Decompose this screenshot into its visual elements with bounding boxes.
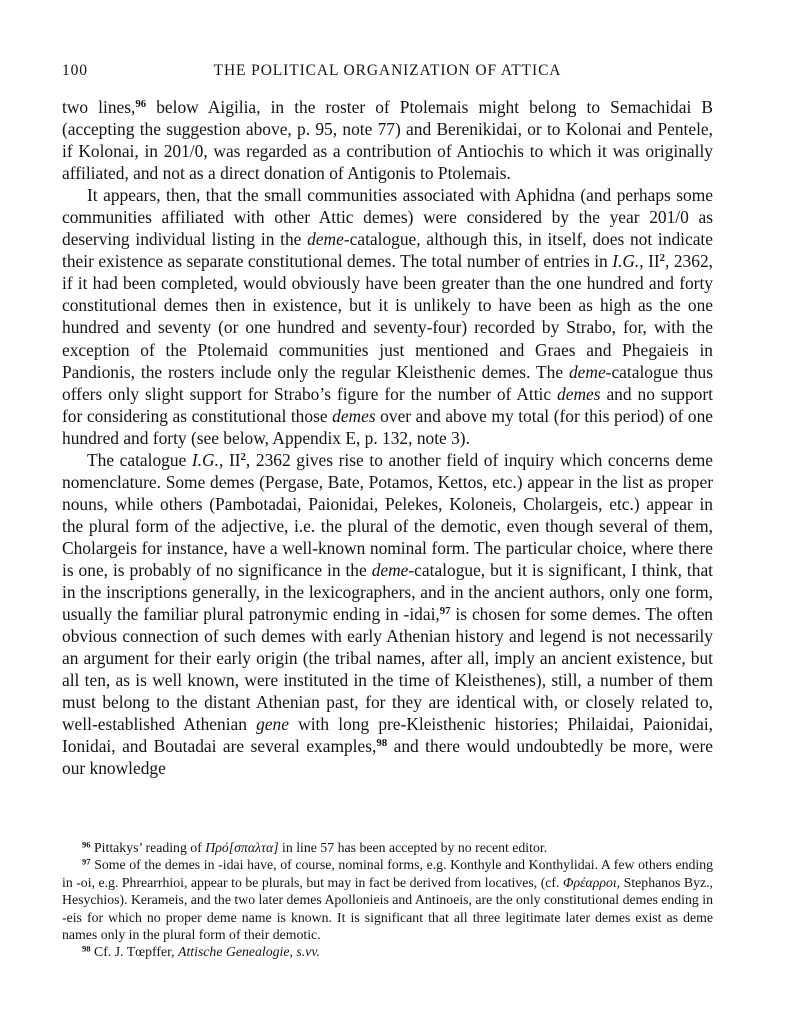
text-run: -catalogue, although this, in itself, does not indicate their existence as separate constitutional demes. The total number of entries in: [62, 229, 713, 272]
footnote-ref-96[interactable]: 96: [135, 98, 147, 111]
italic-term: deme: [568, 361, 606, 382]
text-run: over and above my total (for this period) of one hundred and forty (see below, Appendix E, p. 132, note 3).: [62, 405, 713, 448]
footnote-97: [62, 856, 713, 943]
italic-term: demes: [557, 383, 601, 404]
footnote-text: Some of the demes in -idai have, of course, nominal forms, e.g. Konthyle and Konthylidai. A few others ending in -oi, e.g. Phrearrhioi, appear to be plurals, but may in fact be derived from locatives, (cf.: [62, 857, 713, 890]
text-run: , 2362, if it had been completed, would obviously have been greater than the one hundred and forty constitutional demes then in existence, but it is unlikely to have been as high as the one hundred and seventy (or one hundred and seventy-four) recorded by Strabo, for, with the exception of the Ptolemaid communities just mentioned and Graes and Phegaieis in Pandionis, the rosters include only the regular Kleisthenic demes. The: [62, 251, 713, 382]
paragraph-3: [62, 449, 713, 780]
footnote-text: Cf. J. Tœpffer,: [90, 944, 179, 960]
text-run: is chosen for some demes. The often obvious connection of such demes with early Athenian history and legend is not necessarily an argument for their early origin (the tribal names, after all, imply an ancient existence, but all ten, as is well known, were instituted in the time of Kleisthenes), still, a number of them must belong to the distant Athenian past, for they are identical with, or closely related to, well-established Athenian: [62, 604, 714, 735]
paragraph-2: [62, 184, 713, 449]
italic-term: deme: [307, 229, 344, 250]
superscript: 2: [240, 450, 246, 463]
text-run: The catalogue: [87, 449, 192, 470]
page-header: [62, 62, 713, 82]
footnote-98: [62, 943, 713, 960]
text-run: two lines,: [62, 97, 136, 117]
text-run: It appears, then, that the small communities associated with Aphidna (and perhaps some communities affiliated with other Attic demes) were considered by the year 201/0 as deserving individual listing in the: [62, 185, 713, 250]
greek-term: Φρέαρροι: [562, 874, 617, 890]
text-run: -catalogue, but it is significant, I think, that in the inscriptions generally, in the lexicographers, and in the ancient authors, only one form, usually the familiar plural patronymic ending in -idai,: [62, 559, 713, 625]
text-run: , II: [218, 449, 241, 470]
footnote-96: [62, 839, 713, 856]
footnote-text: in line 57 has been accepted by no recent editor.: [278, 840, 548, 855]
footnote-number: 97: [82, 856, 91, 867]
text-run: -catalogue thus offers only slight support for Strabo’s figure for the number of Attic: [62, 361, 713, 404]
text-run: , II: [639, 251, 660, 272]
running-title: THE POLITICAL ORGANIZATION OF ATTICA: [213, 62, 562, 79]
citation-ig: I.G.: [612, 251, 640, 272]
italic-term: deme: [371, 559, 409, 580]
text-run: with long pre-Kleisthenic histories; Philaidai, Paionidai, Ionidai, and Boutadai are several examples,: [62, 714, 713, 757]
paragraph-1: [62, 96, 713, 184]
italic-term: gene: [256, 714, 289, 735]
footnote-text: Pittakys’ reading of: [90, 840, 206, 855]
footnote-number: 98: [82, 943, 91, 954]
body-text: [62, 96, 713, 779]
footnotes: [62, 839, 713, 961]
book-title: Attische Genealogie, s.vv.: [178, 944, 320, 960]
page-number: 100: [62, 62, 88, 79]
text-run: , 2362 gives rise to another field of inquiry which concerns deme nomenclature. Some demes (Pergase, Bate, Potamos, Kettos, etc.) appear in the list as proper nouns, while others (Pambotadai, Paionidai, Pelekes, Koloneis, Cholargeis, etc.) appear in the plural form of the adjective, i.e. the plural of the demotic, even though several of them, Cholargeis for instance, have a well-known nominal form. The particular choice, where there is one, is probably of no significance in the: [62, 449, 714, 580]
footnote-ref-98[interactable]: 98: [376, 737, 388, 750]
text-run: and no support for considering as constitutional those: [62, 383, 713, 426]
italic-term: demes: [332, 405, 376, 426]
citation-ig: I.G.: [191, 449, 219, 470]
greek-term: Πρό[σπαλτα]: [205, 840, 279, 855]
footnote-ref-97[interactable]: 97: [439, 605, 451, 618]
text-run: and there would undoubtedly be more, were our knowledge: [62, 736, 713, 779]
text-run: below Aigilia, in the roster of Ptolemais might belong to Semachidai B (accepting the suggestion above, p. 95, note 77) and Berenikidai, or to Kolonai and Pentele, if Kolonai, in 201/0, was regarded as a contribution of Antiochis to which it was originally affiliated, and not as a direct donation of Antigonis to Ptolemais.: [62, 97, 713, 184]
superscript: 2: [659, 252, 666, 265]
footnote-text: , Stephanos Byz., Hesychios). Kerameis, and the two later demes Apollonieis and Antinoeis, are the only constitutional demes ending in -eis for which no proper deme name is known. It is significant that all three legitimate later demes exist as deme names only in the plural form of their demotic.: [62, 874, 713, 943]
footnote-number: 96: [82, 839, 91, 850]
